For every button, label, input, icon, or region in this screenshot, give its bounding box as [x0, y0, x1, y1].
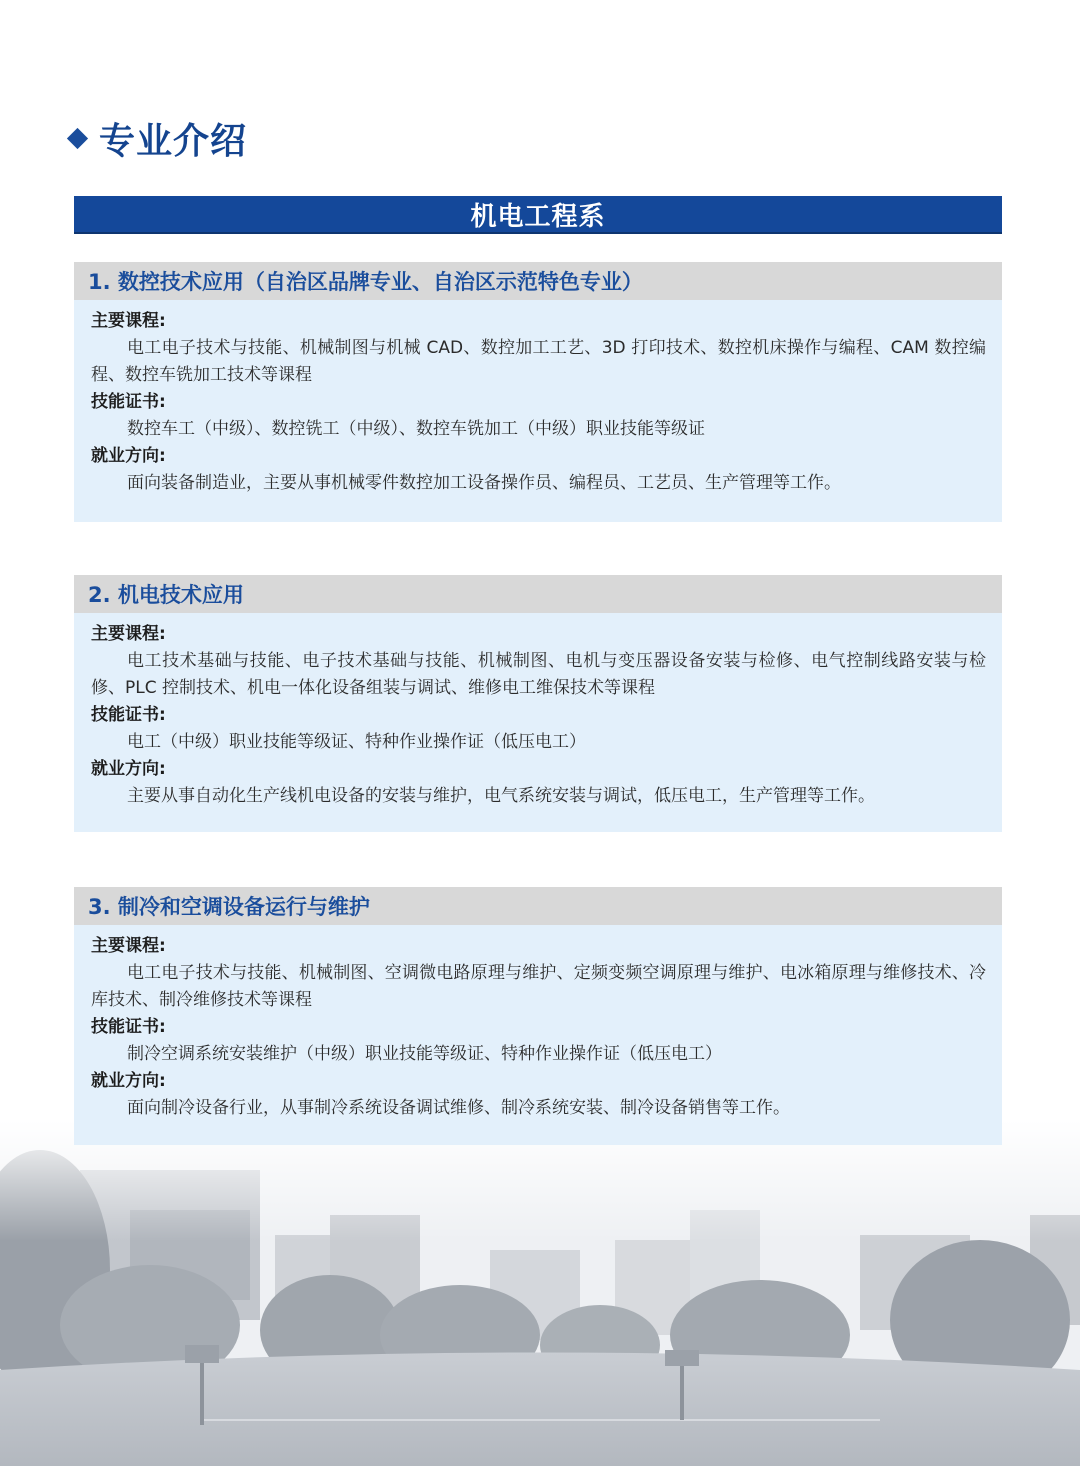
campus-background-image [0, 1120, 1080, 1466]
courses-label: 主要课程: [91, 624, 166, 644]
page-title: 专业介绍 [99, 120, 248, 162]
courses-label: 主要课程: [91, 936, 166, 956]
major-card-cnc [74, 262, 1002, 522]
major-card-electromechanical [74, 575, 1002, 832]
major-body [74, 300, 1002, 497]
career-label: 就业方向: [91, 446, 166, 466]
certs-text: 数控车工（中级）、数控铣工（中级）、数控车铣加工（中级）职业技能等级证 [127, 419, 705, 439]
major-body [74, 925, 1002, 1122]
career-label: 就业方向: [91, 1071, 166, 1091]
major-title: 2. 机电技术应用 [74, 575, 1002, 613]
courses-text: 电工电子技术与技能、机械制图、空调微电路原理与维护、定频变频空调原理与维护、电冰箱原理与维修技术、冷库技术、制冷维修技术等课程 [91, 963, 986, 1010]
certs-text: 电工（中级）职业技能等级证、特种作业操作证（低压电工） [127, 732, 586, 752]
career-text: 面向装备制造业，主要从事机械零件数控加工设备操作员、编程员、工艺员、生产管理等工作。 [127, 473, 841, 493]
career-text: 主要从事自动化生产线机电设备的安装与维护，电气系统安装与调试，低压电工，生产管理等工作。 [127, 786, 875, 806]
certs-label: 技能证书: [91, 705, 166, 725]
page-heading [66, 110, 247, 166]
courses-text: 电工电子技术与技能、机械制图与机械 CAD、数控加工工艺、3D 打印技术、数控机床操作与编程、CAM 数控编程、数控车铣加工技术等课程 [91, 338, 986, 385]
department-banner: 机电工程系 [74, 196, 1002, 234]
courses-label: 主要课程: [91, 311, 166, 331]
major-body [74, 613, 1002, 810]
major-title: 1. 数控技术应用（自治区品牌专业、自治区示范特色专业） [74, 262, 1002, 300]
major-card-refrigeration [74, 887, 1002, 1145]
career-label: 就业方向: [91, 759, 166, 779]
certs-label: 技能证书: [91, 1017, 166, 1037]
courses-text: 电工技术基础与技能、电子技术基础与技能、机械制图、电机与变压器设备安装与检修、电气控制线路安装与检修、PLC 控制技术、机电一体化设备组装与调试、维修电工维保技术等课程 [91, 651, 986, 698]
certs-label: 技能证书: [91, 392, 166, 412]
diamond-bullet-icon [67, 127, 88, 148]
major-title: 3. 制冷和空调设备运行与维护 [74, 887, 1002, 925]
certs-text: 制冷空调系统安装维护（中级）职业技能等级证、特种作业操作证（低压电工） [127, 1044, 722, 1064]
career-text: 面向制冷设备行业，从事制冷系统设备调试维修、制冷系统安装、制冷设备销售等工作。 [127, 1098, 790, 1118]
